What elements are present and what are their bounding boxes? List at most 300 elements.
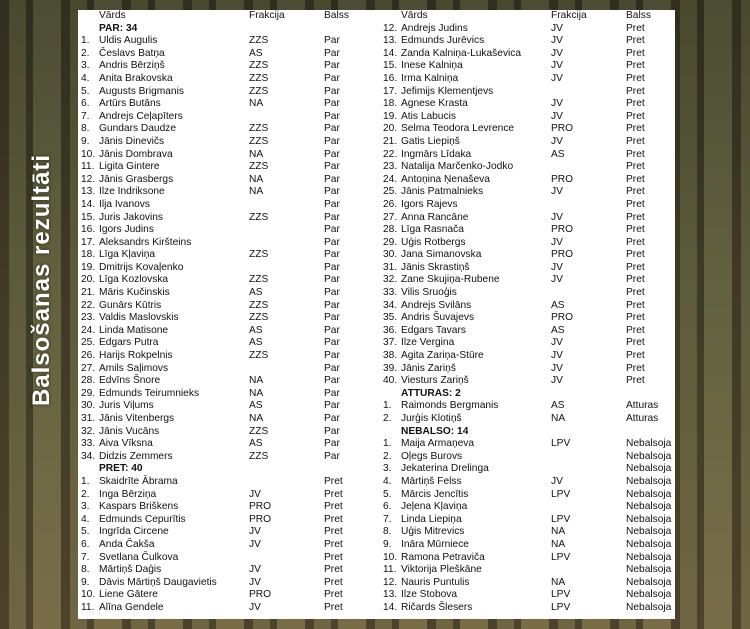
member-name: Ligita Gintere [99, 161, 160, 173]
row-number: 21. [81, 287, 96, 299]
faction: AS [551, 400, 565, 412]
member-name: Andrejs Svilāns [401, 299, 472, 311]
row-number: 2. [81, 488, 90, 500]
header-vote: Balss [626, 10, 651, 21]
faction: JV [551, 135, 563, 147]
row-number: 16. [81, 224, 96, 236]
row-number: 6. [81, 538, 90, 550]
row-number: 7. [81, 110, 90, 122]
member-name: Alīna Gendele [99, 601, 164, 613]
vote: Nebalsoja [626, 538, 672, 550]
row-number: 14. [81, 198, 96, 210]
vote: Pret [324, 564, 343, 576]
row-number: 28. [81, 375, 96, 387]
vote: Par [324, 47, 340, 59]
member-name: Jeļena Kļaviņa [401, 501, 468, 513]
row-number: 29. [383, 236, 398, 248]
member-name: Igors Rajevs [401, 198, 458, 210]
member-name: Andris Bērziņš [99, 60, 165, 72]
member-name: Edmunds Jurēvics [401, 35, 485, 47]
member-name: Jānis Dombrava [99, 148, 173, 160]
vote: Nebalsoja [626, 488, 672, 500]
row-number: 2. [383, 413, 392, 424]
faction: NA [249, 186, 264, 198]
faction: ZZS [249, 450, 269, 462]
row-number: 16. [383, 72, 398, 84]
faction: JV [551, 211, 563, 223]
header-name: Vārds [401, 10, 428, 21]
row-number: 3. [81, 501, 90, 513]
faction: AS [249, 287, 263, 299]
vote: Par [324, 324, 340, 336]
group-label: ATTURAS: 2 [401, 387, 461, 399]
member-name: Gundars Daudze [99, 123, 177, 135]
faction: ZZS [249, 350, 269, 362]
vote: Pret [324, 538, 343, 550]
member-name: Česlavs Batņa [99, 47, 165, 59]
row-number: 28. [383, 224, 398, 236]
vote: Par [324, 224, 340, 236]
member-name: Dāvis Mārtiņš Daugavietis [99, 576, 217, 588]
faction: LPV [551, 589, 571, 601]
vote: Par [324, 274, 340, 286]
member-name: Ričards Šlesers [401, 601, 473, 613]
faction: AS [249, 400, 263, 412]
vote: Pret [626, 198, 645, 210]
row-number: 9. [81, 135, 90, 147]
faction: ZZS [249, 35, 269, 47]
vote: Pret [626, 337, 645, 349]
faction: NA [249, 375, 264, 387]
vote: Pret [626, 261, 645, 273]
member-name: Jānis Vitenbergs [99, 413, 175, 424]
row-number: 21. [383, 135, 398, 147]
row-number: 26. [81, 350, 96, 362]
member-name: Nauris Puntulis [401, 576, 470, 588]
row-number: 40. [383, 375, 398, 387]
member-name: Inese Kalniņa [401, 60, 463, 72]
vote: Pret [626, 47, 645, 59]
faction: NA [249, 98, 264, 110]
member-name: Andrejs Judins [401, 22, 468, 34]
row-number: 25. [383, 186, 398, 198]
faction: JV [551, 22, 563, 34]
member-name: Harijs Rokpelnis [99, 350, 173, 362]
vote: Pret [626, 287, 645, 299]
member-name: Mārcis Jencītis [401, 488, 469, 500]
vote: Par [324, 249, 340, 261]
vote: Pret [626, 375, 645, 387]
vote: Pret [324, 501, 343, 513]
faction: ZZS [249, 161, 269, 173]
faction: JV [551, 261, 563, 273]
row-number: 2. [383, 450, 392, 462]
faction: PRO [249, 513, 272, 525]
row-number: 34. [81, 450, 96, 462]
vote: Par [324, 299, 340, 311]
row-number: 1. [81, 35, 90, 47]
member-name: Juris Jakovins [99, 211, 163, 223]
faction: JV [249, 538, 261, 550]
row-number: 15. [383, 60, 398, 72]
row-number: 22. [383, 148, 398, 160]
row-number: 1. [81, 475, 90, 487]
row-number: 31. [383, 261, 398, 273]
faction: ZZS [249, 249, 269, 261]
vote: Pret [324, 526, 343, 538]
row-number: 18. [81, 249, 96, 261]
member-name: Kaspars Briškens [99, 501, 179, 513]
vote: Par [324, 148, 340, 160]
vote: Nebalsoja [626, 551, 672, 563]
vote: Par [324, 135, 340, 147]
row-number: 17. [81, 236, 96, 248]
vote: Par [324, 211, 340, 223]
row-number: 12. [383, 576, 398, 588]
member-name: Aiva Vīksna [99, 438, 153, 450]
member-name: Irma Kalniņa [401, 72, 459, 84]
row-number: 8. [81, 564, 90, 576]
row-number: 7. [383, 513, 392, 525]
member-name: Agnese Krasta [401, 98, 468, 110]
faction: JV [249, 576, 261, 588]
vote: Pret [626, 85, 645, 97]
member-name: Uldis Augulis [99, 35, 158, 47]
row-number: 34. [383, 299, 398, 311]
member-name: Aleksandrs Kiršteins [99, 236, 192, 248]
vote: Pret [324, 513, 343, 525]
row-number: 33. [383, 287, 398, 299]
vote: Pret [626, 60, 645, 72]
member-name: Jānis Grasbergs [99, 173, 174, 185]
row-number: 39. [383, 362, 398, 374]
vote: Par [324, 312, 340, 324]
vote: Par [324, 350, 340, 362]
member-name: Antoņina Ņenaševa [401, 173, 490, 185]
row-number: 14. [383, 47, 398, 59]
faction: ZZS [249, 85, 269, 97]
faction: PRO [249, 501, 272, 513]
vote: Pret [626, 312, 645, 324]
row-number: 10. [383, 551, 398, 563]
faction: ZZS [249, 299, 269, 311]
faction: JV [551, 110, 563, 122]
faction: JV [249, 564, 261, 576]
row-number: 4. [81, 72, 90, 84]
faction: NA [551, 576, 566, 588]
member-name: Natalija Marčenko-Jodko [401, 161, 514, 173]
row-number: 32. [81, 425, 96, 437]
member-name: Oļegs Burovs [401, 450, 463, 462]
row-number: 29. [81, 387, 96, 399]
faction: LPV [551, 488, 571, 500]
faction: NA [249, 148, 264, 160]
row-number: 4. [383, 475, 392, 487]
vote: Par [324, 261, 340, 273]
member-name: Jurģis Klotiņš [401, 413, 462, 424]
member-name: Zanda Kalniņa-Lukaševica [401, 47, 522, 59]
row-number: 30. [81, 400, 96, 412]
faction: JV [551, 47, 563, 59]
row-number: 14. [383, 601, 398, 613]
faction: JV [551, 362, 563, 374]
faction: AS [249, 337, 263, 349]
row-number: 24. [81, 324, 96, 336]
member-name: Inga Bērziņa [99, 488, 157, 500]
faction: AS [551, 299, 565, 311]
member-name: Jānis Patmalnieks [401, 186, 484, 198]
member-name: Mārtiņš Daģis [99, 564, 162, 576]
vote: Par [324, 362, 340, 374]
row-number: 26. [383, 198, 398, 210]
faction: NA [249, 173, 264, 185]
vote: Pret [626, 123, 645, 135]
member-name: Ilze Vergina [401, 337, 455, 349]
vote: Par [324, 110, 340, 122]
faction: LPV [551, 551, 571, 563]
vote: Nebalsoja [626, 501, 672, 513]
vote: Pret [626, 161, 645, 173]
vote: Nebalsoja [626, 450, 672, 462]
vote: Nebalsoja [626, 564, 672, 576]
row-number: 24. [383, 173, 398, 185]
member-name: Augusts Brigmanis [99, 85, 184, 97]
faction: AS [551, 148, 565, 160]
vote: Pret [626, 274, 645, 286]
member-name: Edvīns Šnore [99, 375, 161, 387]
member-name: Jānis Skrastiņš [401, 261, 470, 273]
vote: Pret [626, 135, 645, 147]
member-name: Anna Rancāne [401, 211, 469, 223]
member-name: Edmunds Cepurītis [99, 513, 186, 525]
row-number: 27. [383, 211, 398, 223]
faction: PRO [551, 312, 574, 324]
vote: Pret [626, 35, 645, 47]
row-number: 3. [383, 463, 392, 475]
member-name: Uģis Rotbergs [401, 236, 466, 248]
header-name: Vārds [99, 10, 126, 21]
vote: Pret [626, 236, 645, 248]
member-name: Atis Labucis [401, 110, 456, 122]
vote: Pret [324, 576, 343, 588]
faction: JV [249, 488, 261, 500]
member-name: Viktorija Pleškāne [401, 564, 482, 576]
row-number: 11. [383, 564, 397, 576]
faction: JV [249, 601, 261, 613]
faction: LPV [551, 601, 571, 613]
row-number: 6. [81, 98, 90, 110]
member-name: Ilja Ivanovs [99, 198, 150, 210]
faction: PRO [551, 249, 574, 261]
member-name: Liene Gātere [99, 589, 158, 601]
member-name: Edmunds Teirumnieks [99, 387, 200, 399]
faction: JV [551, 350, 563, 362]
member-name: Andris Šuvajevs [401, 312, 475, 324]
row-number: 7. [81, 551, 90, 563]
faction: AS [551, 324, 565, 336]
faction: NA [551, 526, 566, 538]
row-number: 9. [383, 538, 392, 550]
faction: LPV [551, 438, 571, 450]
faction: PRO [551, 224, 574, 236]
vote: Nebalsoja [626, 463, 672, 475]
vote: Par [324, 60, 340, 72]
member-name: Agita Zariņa-Stūre [401, 350, 484, 362]
member-name: Gunārs Kūtris [99, 299, 162, 311]
member-name: Gatis Liepiņš [401, 135, 460, 147]
vote: Pret [626, 98, 645, 110]
row-number: 33. [81, 438, 96, 450]
header-vote: Balss [324, 10, 349, 21]
vote: Par [324, 375, 340, 387]
row-number: 35. [383, 312, 398, 324]
member-name: Uģis Mitrevics [401, 526, 465, 538]
row-number: 13. [81, 186, 96, 198]
faction: JV [551, 475, 563, 487]
faction: PRO [551, 123, 574, 135]
vote: Nebalsoja [626, 475, 672, 487]
vote: Pret [626, 224, 645, 236]
vote: Pret [626, 324, 645, 336]
row-number: 23. [81, 312, 96, 324]
vote: Nebalsoja [626, 601, 672, 613]
faction: PRO [551, 173, 574, 185]
faction: JV [551, 274, 563, 286]
member-name: Juris Viļums [99, 400, 154, 412]
member-name: Ramona Petraviča [401, 551, 485, 563]
faction: NA [249, 413, 264, 424]
faction: NA [249, 387, 264, 399]
faction: NA [551, 413, 566, 424]
faction: LPV [551, 513, 571, 525]
faction: PRO [249, 589, 272, 601]
member-name: Linda Matisone [99, 324, 169, 336]
row-number: 20. [383, 123, 398, 135]
member-name: Ilze Stobova [401, 589, 458, 601]
member-name: Ilze Indriksone [99, 186, 165, 198]
member-name: Amils Saļimovs [99, 362, 169, 374]
row-number: 5. [383, 488, 392, 500]
vote: Par [324, 450, 340, 462]
row-number: 17. [383, 85, 398, 97]
vote: Pret [626, 350, 645, 362]
faction: JV [551, 72, 563, 84]
member-name: Vilis Sruoģis [401, 287, 457, 299]
row-number: 23. [383, 161, 398, 173]
member-name: Linda Liepiņa [401, 513, 462, 525]
vote: Nebalsoja [626, 589, 672, 601]
vote: Par [324, 425, 340, 437]
row-number: 5. [81, 526, 90, 538]
vote: Pret [626, 173, 645, 185]
row-number: 8. [383, 526, 392, 538]
faction: NA [551, 538, 566, 550]
vote: Pret [626, 148, 645, 160]
vote: Nebalsoja [626, 513, 672, 525]
faction: ZZS [249, 72, 269, 84]
header-faction: Frakcija [551, 10, 587, 21]
member-name: Edgars Putra [99, 337, 159, 349]
member-name: Anda Čakša [99, 538, 155, 550]
faction: JV [551, 236, 563, 248]
faction: ZZS [249, 425, 269, 437]
member-name: Maija Armaņeva [401, 438, 475, 450]
faction: ZZS [249, 60, 269, 72]
vote: Par [324, 72, 340, 84]
row-number: 19. [383, 110, 398, 122]
faction: JV [551, 98, 563, 110]
vote: Nebalsoja [626, 576, 672, 588]
vote: Par [324, 413, 340, 424]
vote: Pret [626, 22, 645, 34]
member-name: Jefimijs Klementjevs [401, 85, 494, 97]
member-name: Igors Judins [99, 224, 154, 236]
vote: Nebalsoja [626, 438, 672, 450]
faction: JV [551, 375, 563, 387]
vote: Par [324, 387, 340, 399]
member-name: Zane Skujiņa-Rubene [401, 274, 500, 286]
member-name: Viesturs Zariņš [401, 375, 469, 387]
vote: Par [324, 35, 340, 47]
faction: ZZS [249, 312, 269, 324]
member-name: Andrejs Ceļapīters [99, 110, 183, 122]
row-number: 22. [81, 299, 96, 311]
member-name: Dmitrijs Kovaļenko [99, 261, 184, 273]
vote: Par [324, 186, 340, 198]
row-number: 1. [383, 438, 392, 450]
row-number: 30. [383, 249, 398, 261]
vote-results-sheet [78, 10, 675, 619]
vote: Par [324, 337, 340, 349]
vote: Par [324, 198, 340, 210]
vote: Pret [626, 72, 645, 84]
member-name: Jānis Dinevičs [99, 135, 165, 147]
row-number: 27. [81, 362, 96, 374]
faction: ZZS [249, 135, 269, 147]
row-number: 10. [81, 148, 96, 160]
vote: Atturas [626, 400, 659, 412]
row-number: 2. [81, 47, 90, 59]
faction: JV [551, 337, 563, 349]
row-number: 25. [81, 337, 96, 349]
row-number: 31. [81, 413, 96, 424]
vote: Par [324, 161, 340, 173]
row-number: 15. [81, 211, 96, 223]
row-number: 3. [81, 60, 90, 72]
member-name: Didzis Zemmers [99, 450, 173, 462]
side-title [12, 130, 72, 430]
member-name: Ināra Mūrniece [401, 538, 469, 550]
faction: JV [551, 35, 563, 47]
vote: Par [324, 400, 340, 412]
row-number: 10. [81, 589, 96, 601]
faction: ZZS [249, 123, 269, 135]
row-number: 37. [383, 337, 398, 349]
member-name: Mārtiņš Felss [401, 475, 462, 487]
vote: Par [324, 173, 340, 185]
vote: Par [324, 287, 340, 299]
faction: AS [249, 47, 263, 59]
vote: Pret [626, 249, 645, 261]
faction: ZZS [249, 274, 269, 286]
member-name: Māris Kučinskis [99, 287, 170, 299]
member-name: Ingmārs Līdaka [401, 148, 472, 160]
group-label: PAR: 34 [99, 22, 138, 34]
vote: Nebalsoja [626, 526, 672, 538]
row-number: 13. [383, 35, 398, 47]
faction: AS [249, 438, 263, 450]
row-number: 12. [383, 22, 398, 34]
